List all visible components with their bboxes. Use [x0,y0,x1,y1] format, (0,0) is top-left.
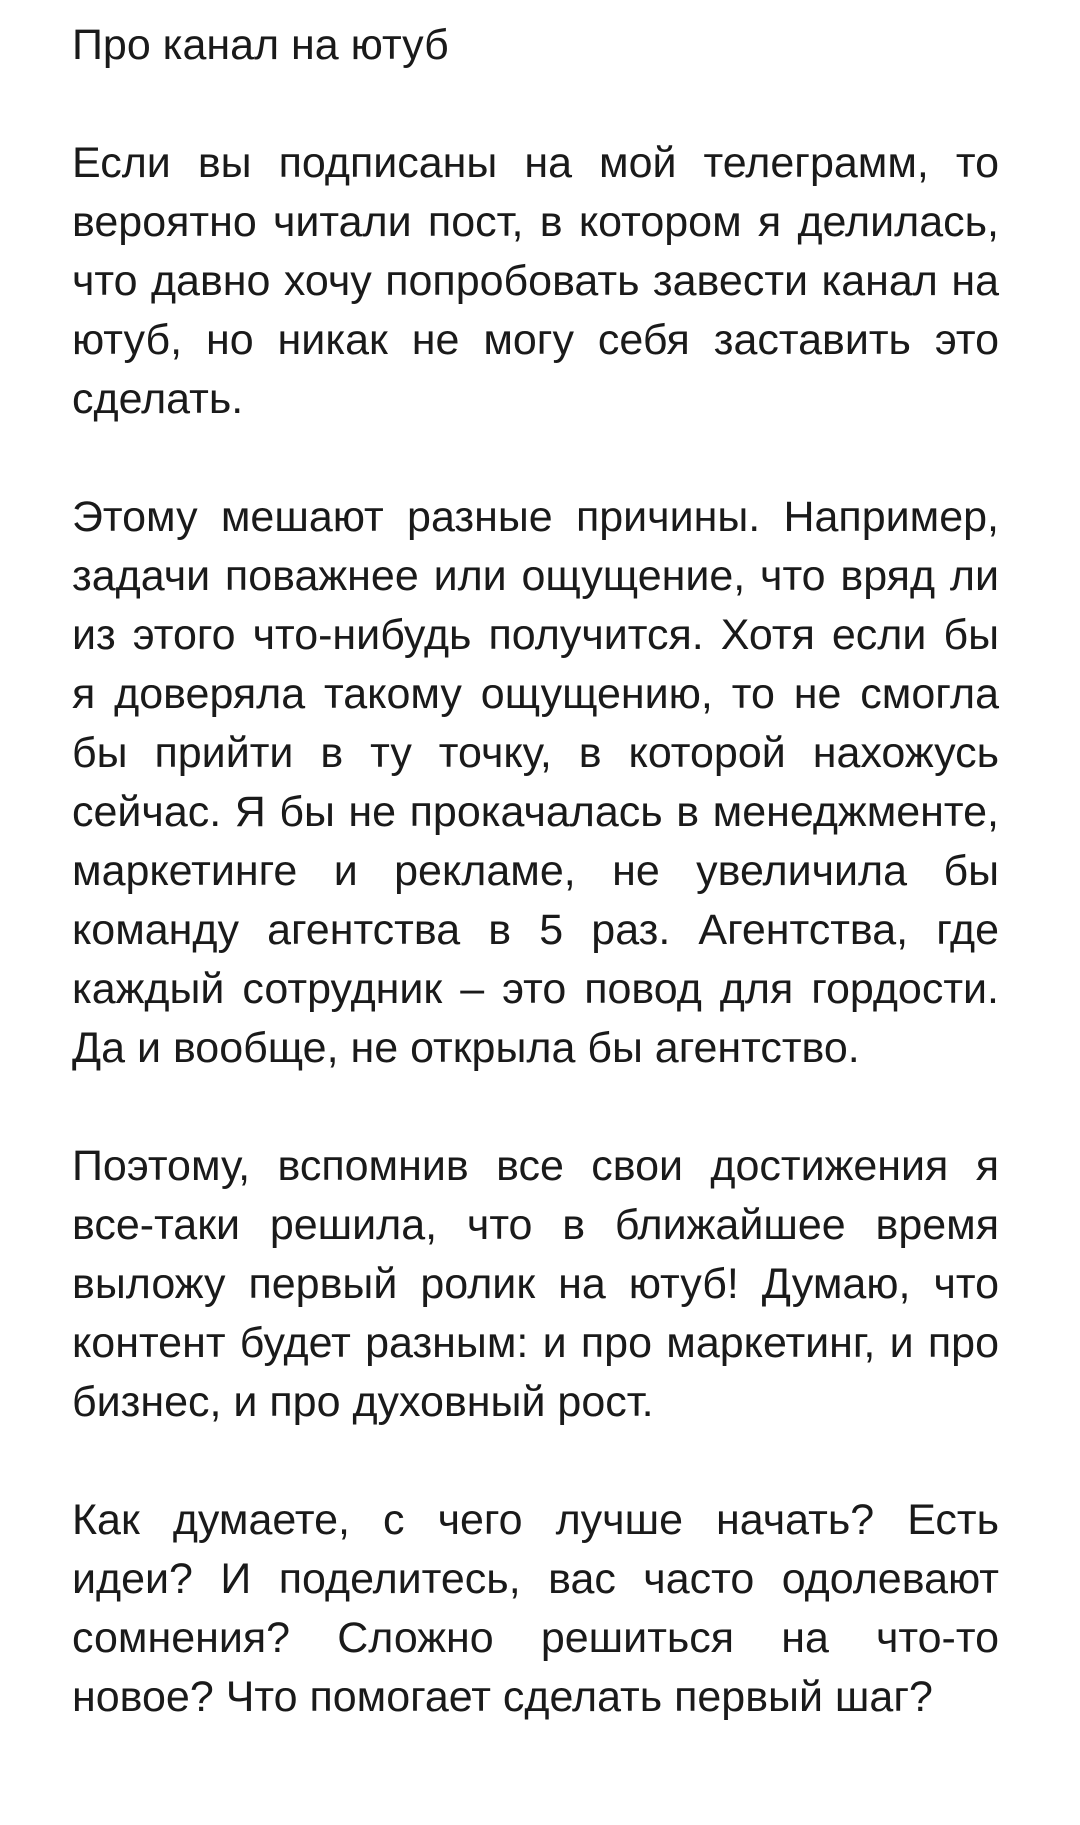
document-title: Про канал на ютуб [72,21,449,69]
paragraph-decision: Поэтому, вспомнив все свои достижения я все-таки решила, что в ближайшее время выложу первый ролик на ютуб! Думаю, что контент будет разным: и про маркетинг, и про бизнес, и про духовный рост. [72,1142,999,1426]
paragraph-questions: Как думаете, с чего лучше начать? Есть идеи? И поделитесь, вас часто одолевают сомнения? Сложно решиться на что-то новое? Что помогает сделать первый шаг? [72,1496,999,1721]
paragraph-reasons: Этому мешают разные причины. Например, задачи поважнее или ощущение, что вряд ли из этого что-нибудь получится. Хотя если бы я доверяла такому ощущению, то не смогла бы прийти в ту точку, в которой нахожусь сейчас. Я бы не прокачалась в менеджменте, маркетинге и рекламе, не увеличила бы команду агентства в 5 раз. Агентства, где каждый сотрудник – это повод для гордости. Да и вообще, не открыла бы агентство. [72,493,999,1072]
paragraph-telegram-intro: Если вы подписаны на мой телеграмм, то вероятно читали пост, в котором я делилась, что давно хочу попробовать завести канал на ютуб, но никак не могу себя заставить это сделать. [72,139,999,423]
document-body [72,16,999,1727]
